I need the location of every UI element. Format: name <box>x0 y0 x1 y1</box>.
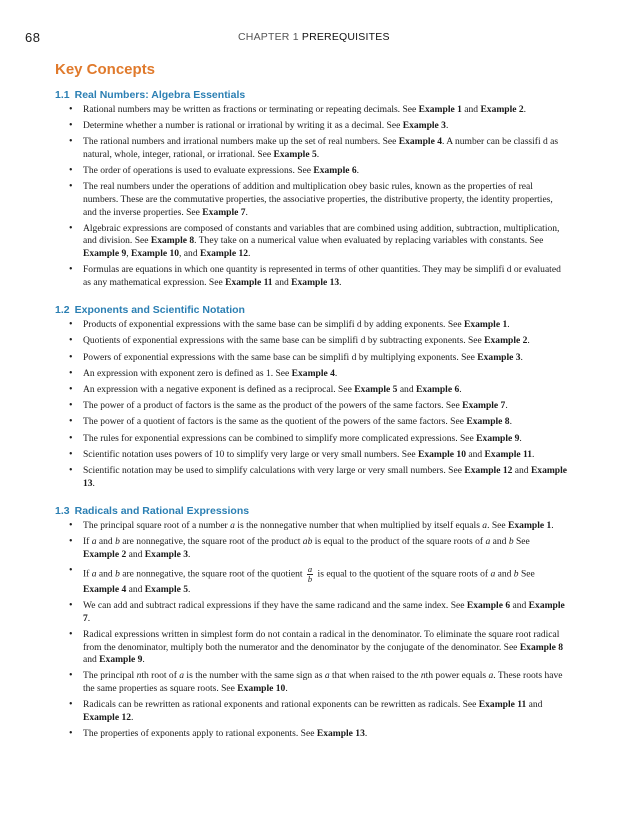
chapter-label: CHAPTER 1 <box>238 31 299 43</box>
list-item: • The principal nth root of a is the number with the same sign as a that when raised to the nth power equals a. These roots have the same properties as square roots. See Example 10. <box>55 670 567 695</box>
list-item: • Powers of exponential expressions with the same base can be simplifi d by multiplying exponents. See Example 3. <box>55 352 567 365</box>
section-heading: 1.1 Real Numbers: Algebra Essentials <box>55 89 246 101</box>
list-item: • The rational numbers and irrational numbers make up the set of real numbers. See Example 4. A number can be classifi d as natural, whole, integer, rational, or irrational. See Example 5. <box>55 136 567 161</box>
list-item: • Quotients of exponential expressions with the same base can be simplifi d by subtracting exponents. See Example 2. <box>55 335 567 348</box>
list-item: • Scientific notation uses powers of 10 to simplify very large or very small numbers. See Example 10 and Example 11. <box>55 449 567 462</box>
list-item: • The principal square root of a number a is the nonnegative number that when multiplied by itself equals a. See Example 1. <box>55 520 567 533</box>
page-header <box>0 30 630 46</box>
list-item: • Rational numbers may be written as fractions or terminating or repeating decimals. See Example 1 and Example 2. <box>55 104 567 117</box>
list-item: • The power of a quotient of factors is the same as the quotient of the powers of the same factors. See Example 8. <box>55 416 567 429</box>
running-head <box>238 31 390 43</box>
section-heading: 1.2 Exponents and Scientific Notation <box>55 304 245 317</box>
chapter-title: PREREQUISITES <box>301 31 390 43</box>
list-item: • Determine whether a number is rational or irrational by writing it as a decimal. See Example 3. <box>55 120 567 133</box>
key-concepts-heading: Key Concepts <box>55 61 156 78</box>
list-item: • We can add and subtract radical expressions if they have the same radicand and the same index. See Example 6 and Example 7. <box>55 600 567 625</box>
list-item: • Radical expressions written in simplest form do not contain a radical in the denominator. To eliminate the square root radical from the denominator, multiply both the numerator and the denominator by the conjugate of the denominator. See Example 8 and Example 9. <box>55 629 567 667</box>
list-item: • Formulas are equations in which one quantity is represented in terms of other quantities. They may be simplifi d or evaluated as any mathematical expression. See Example 11 and Example 13. <box>55 264 567 289</box>
list-item: • If a and b are nonnegative, the square root of the quotient $\frac{a}{b}$ is equal to the quotient of the square roots of a and b See Example 4 and Example 5. <box>55 565 567 597</box>
list-item: • The rules for exponential expressions can be combined to simplify more complicated expressions. See Example 9. <box>55 433 567 446</box>
page-content <box>55 60 567 755</box>
page-number: 68 <box>25 30 41 45</box>
list-item: • The power of a product of factors is the same as the product of the powers of the same factors. See Example 7. <box>55 400 567 413</box>
list-item: • An expression with a negative exponent is defined as a reciprocal. See Example 5 and Example 6. <box>55 384 567 397</box>
bullet-list <box>55 104 567 289</box>
list-item: • If a and b are nonnegative, the square root of the product ab is equal to the product of the square roots of a and b See Example 2 and Example 3. <box>55 536 567 561</box>
bullet-list <box>55 319 567 490</box>
list-item: • Radicals can be rewritten as rational exponents and rational exponents can be rewritten as radicals. See Example 11 and Example 12. <box>55 699 567 724</box>
list-item: • An expression with exponent zero is defined as 1. See Example 4. <box>55 368 567 381</box>
list-item: • Algebraic expressions are composed of constants and variables that are combined using addition, subtraction, multiplication, and division. See Example 8. They take on a numerical value when evaluated by replacing variables with constants. See Example 9, Example 10, and Example 12. <box>55 223 567 261</box>
list-item: • The properties of exponents apply to rational exponents. See Example 13. <box>55 728 567 741</box>
list-item: • Products of exponential expressions with the same base can be simplifi d by adding exponents. See Example 1. <box>55 319 567 332</box>
fraction: $\frac{a}{b}$ <box>307 564 313 585</box>
list-item: • Scientific notation may be used to simplify calculations with very large or very small numbers. See Example 12 and Example 13. <box>55 465 567 490</box>
bullet-list <box>55 520 567 740</box>
list-item: • The order of operations is used to evaluate expressions. See Example 6. <box>55 165 567 178</box>
section-heading: 1.3 Radicals and Rational Expressions <box>55 505 250 518</box>
list-item: • The real numbers under the operations of addition and multiplication obey basic rules, known as the properties of real numbers. These are the commutative properties, the associative properties, the distributive property, the identity properties, and the inverse properties. See Example 7. <box>55 181 567 219</box>
